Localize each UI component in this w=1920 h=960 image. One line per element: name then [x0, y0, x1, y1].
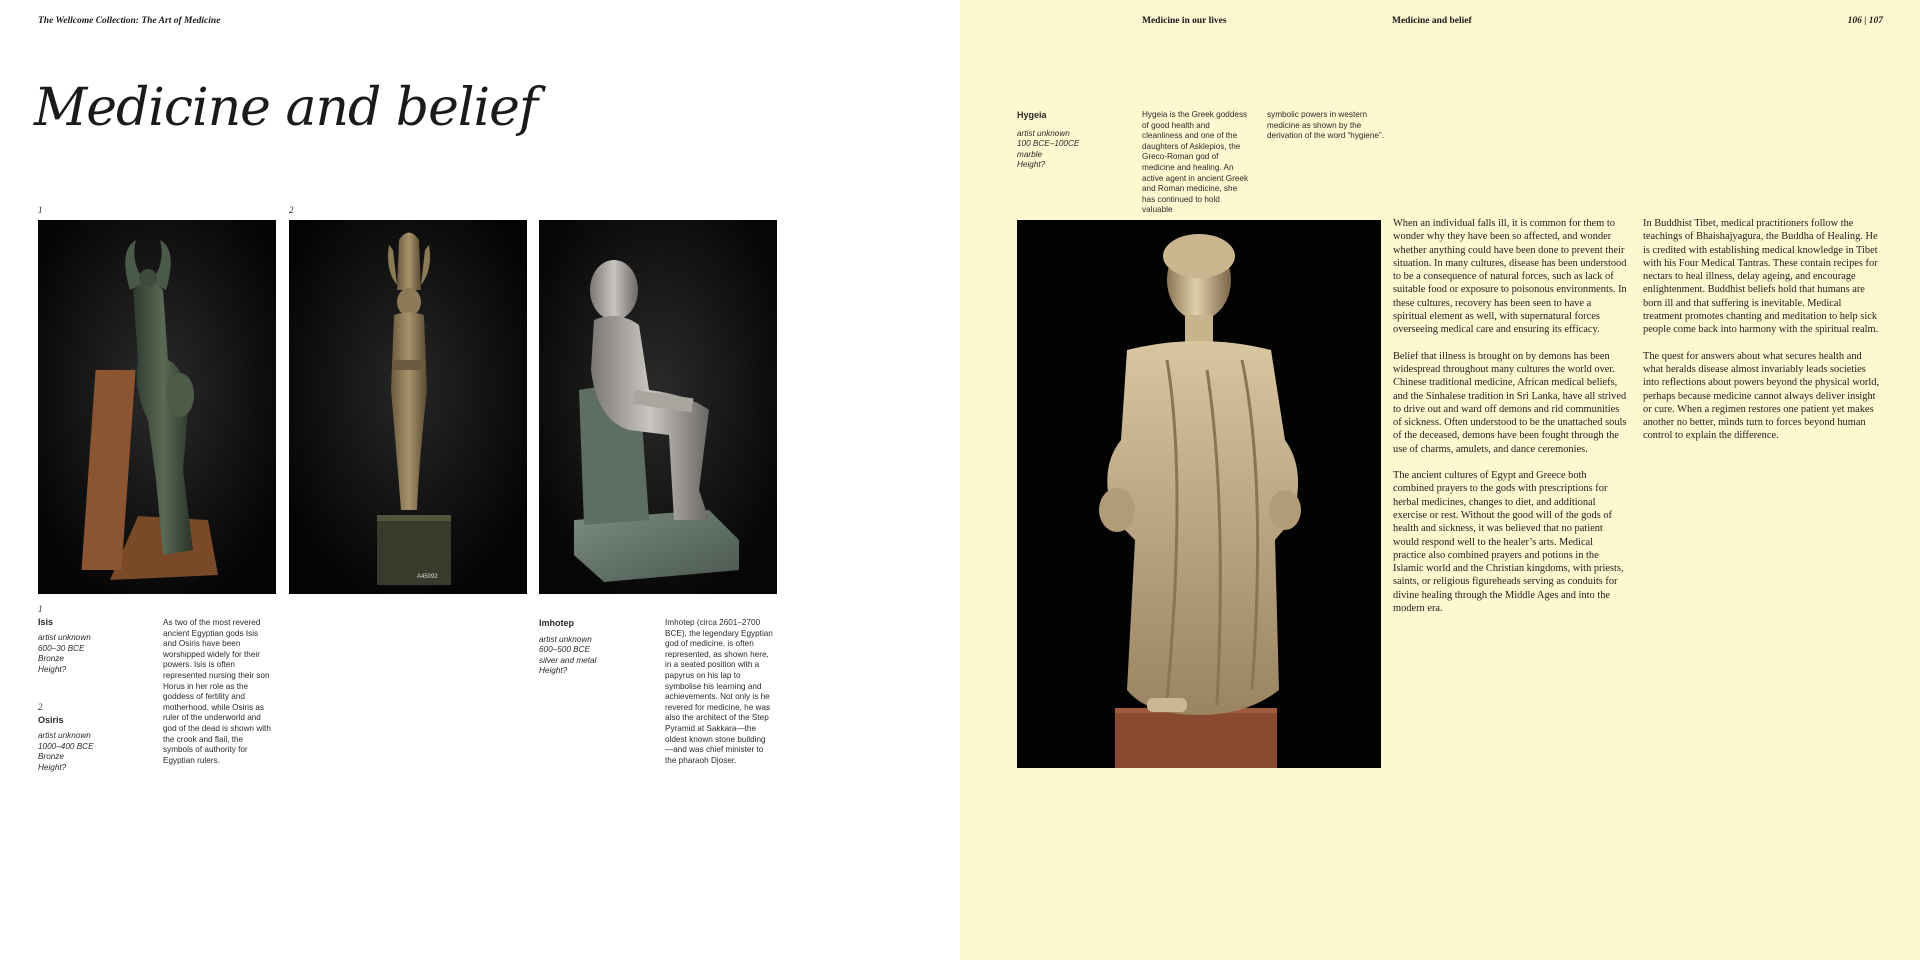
- body-column-1: [1393, 217, 1627, 628]
- caption-height: Height?: [38, 664, 67, 674]
- caption-imhotep-description: Imhotep (circa 2601–2700 BCE), the legendary Egyptian god of medicine, is often represented, as shown here, in a seated position with a papyrus on his lap to symbolise his learning and achievements. Not only is he revered for medicine, he was also the architect of the Step Pyramid at Sakkara—the oldest known stone building—and was chief minister to the pharaoh Djoser.: [665, 618, 773, 765]
- caption-date: 600–30 BCE: [38, 643, 85, 653]
- caption-isis: [38, 604, 148, 676]
- caption-hygeia-description-2: symbolic powers in western medicine as shown by the derivation of the word “hygiene”.: [1267, 110, 1384, 141]
- running-head: The Wellcome Collection: The Art of Medicine: [38, 16, 221, 26]
- caption-artist: artist unknown: [539, 634, 592, 644]
- body-paragraph: In Buddhist Tibet, medical practitioners follow the teachings of Bhaishajyagura, the Buddha of Healing. He is credited with establishing medical knowledge in Tibet with his Four Medical Tantras. These contain recipes for nectars to heal illness, delay ageing, and encourage enlightenment. Buddhist beliefs hold that humans are born ill and that suffering is inevitable. Medical treatment promotes chanting and meditation to help sick people come back into harmony with the spiritual realm.: [1643, 218, 1879, 336]
- caption-title: Imhotep: [539, 618, 574, 628]
- caption-hygeia: [1017, 110, 1127, 171]
- caption-title: Osiris: [38, 714, 64, 725]
- caption-title: Isis: [38, 616, 54, 627]
- caption-date: 600–500 BCE: [539, 645, 590, 655]
- caption-number: 1: [38, 604, 43, 614]
- caption-osiris: [38, 702, 148, 774]
- chapter-head: Medicine and belief: [1392, 16, 1472, 26]
- figure-number-2: 2: [289, 205, 294, 215]
- caption-imhotep: [539, 618, 649, 677]
- caption-number: 2: [38, 702, 43, 712]
- caption-date: 1000–400 BCE: [38, 741, 94, 751]
- right-page: [960, 0, 1920, 960]
- isis-statue-illustration: [38, 220, 276, 594]
- figure-number-1: 1: [38, 205, 43, 215]
- caption-material: silver and metal: [539, 655, 597, 665]
- imhotep-statue-photo: [539, 220, 777, 594]
- caption-height: Height?: [38, 762, 67, 772]
- hygeia-statue-illustration: [1017, 220, 1381, 768]
- caption-date: 100 BCE–100CE: [1017, 139, 1080, 149]
- caption-isis-osiris-description: As two of the most revered ancient Egyptian gods Isis and Osiris have been worshipped widely for their powers. Isis is often represented nursing their son Horus in her role as the goddess of fertility and motherhood, while Osiris as ruler of the underworld and god of the dead is shown with the crook and flail, the symbols of authority for Egyptian rulers.: [163, 618, 271, 765]
- isis-statue-photo: [38, 220, 276, 594]
- caption-height: Height?: [1017, 160, 1046, 170]
- caption-artist: artist unknown: [38, 731, 91, 741]
- body-paragraph: The ancient cultures of Egypt and Greece both combined prayers to the gods with prescriptions for herbal medicines, changes to diet, and additional exercise or rest. Without the good will of the gods of health and sickness, it was believed that no patient would respond well to the healer’s arts. Medical practice also combined prayers and potions in the Islamic world and the Christian kingdoms, with priests, saints, or religious figureheads serving as conduits for divine healing through the Middle Ages and into the modern era.: [1393, 470, 1624, 615]
- caption-material: Bronze: [38, 654, 64, 664]
- caption-artist: artist unknown: [1017, 128, 1070, 138]
- section-head: Medicine in our lives: [1142, 16, 1227, 26]
- body-paragraph: The quest for answers about what secures health and what heralds disease almost invariably leads societies into reflections about powers beyond the physical world, perhaps because medicine cannot always deliver insight or cure. When a regimen restores one patient yet makes another no better, minds turn to forces beyond human control to explain the difference.: [1643, 350, 1880, 442]
- caption-material: marble: [1017, 149, 1043, 159]
- hygeia-statue-photo: [1017, 220, 1381, 768]
- caption-hygeia-description-1: Hygeia is the Greek goddess of good health and cleanliness and one of the daughters of Asklepios, the Greco-Roman god of medicine and healing. An active agent in ancient Greek and Roman medicine, she has continued to hold valuable: [1142, 110, 1249, 215]
- caption-artist: artist unknown: [38, 633, 91, 643]
- caption-title: Hygeia: [1017, 110, 1047, 120]
- chapter-title: Medicine and belief: [34, 78, 538, 138]
- body-paragraph: When an individual falls ill, it is common for them to wonder why they have been so affected, and wonder whether anything could have been done to prevent their situation. In many cultures, disease has been understood to be a consequence of natural forces, such as lack of suitable food or exposure to poisonous environments. In these cultures, recovery has been seen to have a spiritual element as well, with supernatural forces overseeing medical care and ensuring its efficacy.: [1393, 218, 1627, 336]
- caption-height: Height?: [539, 666, 568, 676]
- osiris-statue-photo: [289, 220, 527, 594]
- photo-label: A45092: [417, 574, 438, 580]
- body-column-2: [1643, 217, 1880, 456]
- caption-material: Bronze: [38, 752, 64, 762]
- page-numbers: 106 | 107: [1847, 16, 1883, 26]
- osiris-statue-illustration: [289, 220, 527, 594]
- body-paragraph: Belief that illness is brought on by demons has been widespread throughout many cultures the world over. Chinese traditional medicine, African medical beliefs, and the Sinhalese tradition in Sri Lanka, have all strived to drive out and ward off demons and rid communities of sickness. Often understood to be the unattached souls of the deceased, demons have been fought through the use of charms, amulets, and dance ceremonies.: [1393, 350, 1627, 455]
- imhotep-statue-illustration: [539, 220, 777, 594]
